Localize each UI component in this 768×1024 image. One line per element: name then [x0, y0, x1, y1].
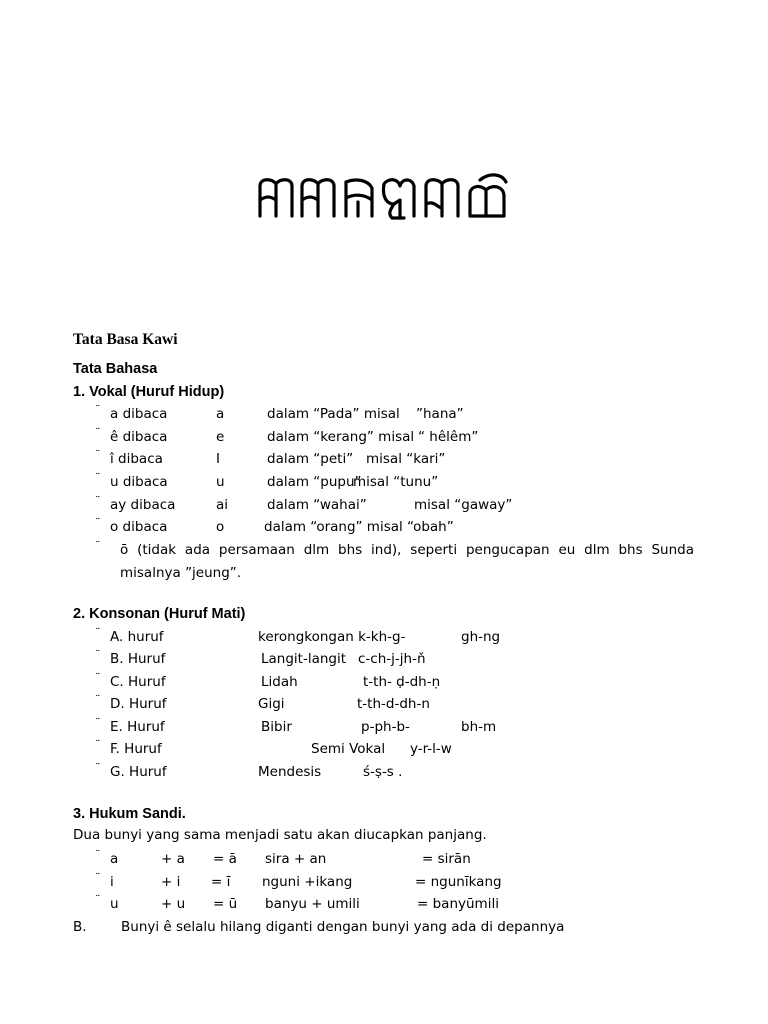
sandi-example: nguni +ikang [262, 874, 353, 890]
bullet-glyph: ¨ [95, 448, 101, 461]
list-item [0, 471, 768, 493]
vowel-read: a [216, 406, 225, 422]
bullet-glyph: ¨ [95, 761, 101, 774]
consonant-label: D. Huruf [110, 696, 167, 712]
consonant-label: E. Huruf [110, 719, 165, 735]
vowel-misal: “ hêlêm” [418, 429, 479, 445]
list-item [0, 516, 768, 538]
bullet-glyph: ¨ [95, 871, 101, 884]
list-item [0, 871, 768, 893]
consonant-place: Mendesis [258, 764, 322, 780]
sandi-rule-b [0, 916, 768, 938]
vowel-read: I [216, 451, 220, 467]
sandi-result: = sirān [422, 851, 471, 867]
vowel-label: o dibaca [110, 519, 168, 535]
vowel-label: a dibaca [110, 406, 168, 422]
bullet-glyph: ¨ [95, 848, 101, 861]
list-item [0, 761, 768, 783]
section-hukum-sandi-title: 3. Hukum Sandi. [73, 806, 186, 822]
list-item [0, 448, 768, 470]
sandi-v3: = ū [213, 896, 238, 912]
sandi-v2: + u [161, 896, 186, 912]
list-item [0, 671, 768, 693]
vowel-label: u dibaca [110, 474, 168, 490]
list-item [0, 403, 768, 425]
bullet-glyph: ¨ [95, 494, 101, 507]
consonant-place: Bibir [261, 719, 292, 735]
bullet-glyph: ¨ [95, 893, 101, 906]
sandi-v3: = ī [211, 874, 231, 890]
consonant-label: F. Huruf [110, 741, 162, 757]
sandi-v1: i [110, 874, 114, 890]
list-item [0, 848, 768, 870]
consonant-place: Langit-langit [261, 651, 347, 667]
vowel-misal: misal “tunu” [353, 474, 439, 490]
consonant-label: G. Huruf [110, 764, 167, 780]
balinese-script-title [0, 172, 768, 234]
heading-tata-basa-kawi: Tata Basa Kawi [73, 331, 178, 348]
sandi-result: = banyūmili [417, 896, 499, 912]
vowel-label: ay dibaca [110, 497, 176, 513]
consonant-letters: y-r-l-w [410, 741, 452, 757]
consonant-place: Lidah [261, 674, 298, 690]
vowel-example: dalam “Pada” misal [267, 406, 400, 422]
consonant-letters: gh-ng [461, 629, 501, 645]
vowel-read: e [216, 429, 225, 445]
vowel-example: dalam “kerang” misal [267, 429, 415, 445]
consonant-label: A. huruf [110, 629, 164, 645]
section-konsonan-title: 2. Konsonan (Huruf Mati) [73, 606, 246, 622]
bullet-glyph: ¨ [95, 403, 101, 416]
consonant-label: C. Huruf [110, 674, 166, 690]
sandi-example: sira + an [265, 851, 327, 867]
vowel-example: dalam “peti” [267, 451, 354, 467]
balinese-script-glyphs [254, 172, 514, 230]
bullet-glyph: ¨ [95, 716, 101, 729]
vowel-label: î dibaca [110, 451, 163, 467]
vowel-read: o [216, 519, 225, 535]
list-item [0, 738, 768, 760]
sandi-example: banyu + umili [265, 896, 360, 912]
vowel-label: ê dibaca [110, 429, 168, 445]
consonant-letters: t-th- ḍ-dh-ṇ [363, 674, 441, 690]
bullet-glyph: ¨ [95, 626, 101, 639]
bullet-glyph: ¨ [95, 693, 101, 706]
vowel-misal: ”hana” [416, 406, 464, 422]
vowel-example: dalam “wahai” [267, 497, 367, 513]
bullet-glyph: ¨ [95, 648, 101, 661]
consonant-letters: p-ph-b- [361, 719, 410, 735]
sandi-v1: a [110, 851, 119, 867]
consonant-letters: c-ch-j-jh-ň [358, 651, 426, 667]
bullet-glyph: ¨ [95, 516, 101, 529]
sandi-v1: u [110, 896, 119, 912]
list-item [0, 648, 768, 670]
bullet-glyph: ¨ [95, 426, 101, 439]
bullet-glyph: ¨ [95, 471, 101, 484]
sandi-intro: Dua bunyi yang sama menjadi satu akan diucapkan panjang. [73, 827, 487, 843]
sandi-v2: + a [161, 851, 185, 867]
bullet-glyph: ¨ [95, 671, 101, 684]
list-item [0, 494, 768, 516]
consonant-letters: t-th-d-dh-n [357, 696, 430, 712]
vowel-note-line2: misalnya ”jeung”. [120, 565, 242, 581]
consonant-letters-extra: bh-m [461, 719, 497, 735]
vowel-misal: misal “kari” [366, 451, 446, 467]
consonant-place: kerongkongan k-kh-g- [258, 629, 406, 645]
consonant-place: Gigi [258, 696, 285, 712]
vowel-example: dalam “orang” misal “obah” [264, 519, 454, 535]
bullet-glyph: ¨ [95, 738, 101, 751]
bullet-glyph: ¨ [95, 539, 101, 552]
list-item [0, 716, 768, 738]
vowel-example: dalam “pupu” [267, 474, 362, 490]
list-item [0, 626, 768, 648]
consonant-letters: ś-ṣ-s . [363, 764, 403, 780]
list-item [0, 426, 768, 448]
consonant-place: Semi Vokal [311, 741, 386, 757]
vowel-read: u [216, 474, 225, 490]
vowel-misal: misal “gaway” [414, 497, 513, 513]
rule-b-label: B. [73, 919, 87, 935]
sandi-v3: = ā [213, 851, 237, 867]
sandi-v2: + i [161, 874, 181, 890]
consonant-label: B. Huruf [110, 651, 166, 667]
vowel-read: ai [216, 497, 229, 513]
list-item [0, 693, 768, 715]
vowel-note-line1: ō (tidak ada persamaan dlm bhs ind), seperti pengucapan eu dlm bhs Sunda [120, 542, 694, 558]
list-item [0, 893, 768, 915]
sandi-result: = ngunīkang [415, 874, 502, 890]
rule-b-text: Bunyi ê selalu hilang diganti dengan bunyi yang ada di depannya [121, 919, 565, 935]
section-vokal-title: 1. Vokal (Huruf Hidup) [73, 384, 225, 400]
heading-tata-bahasa: Tata Bahasa [73, 361, 158, 377]
